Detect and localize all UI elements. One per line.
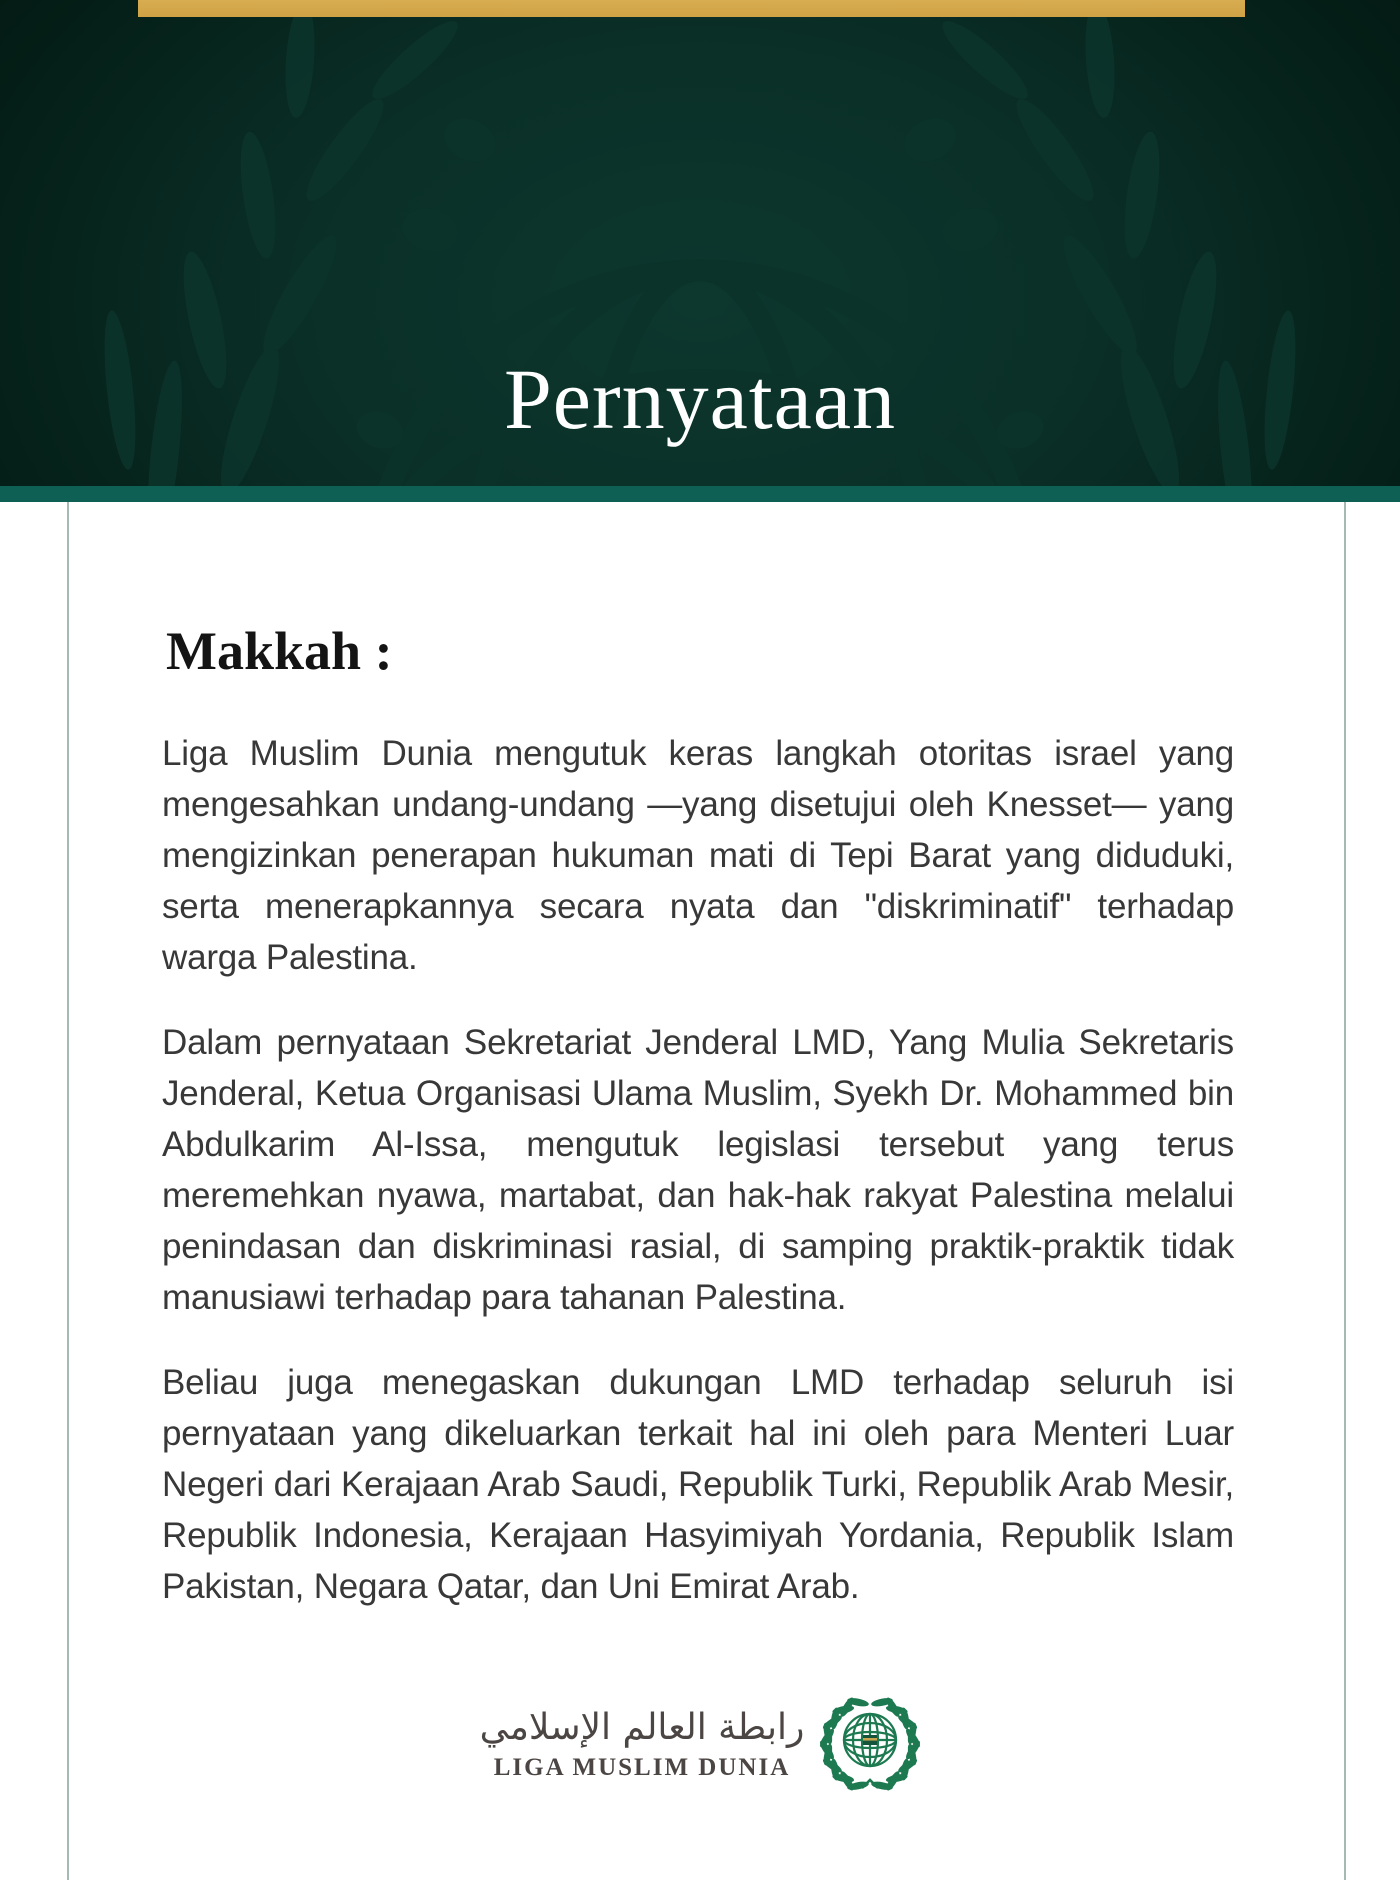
- statement-text: [162, 728, 1234, 1646]
- logo-wordmark: LIGA MUSLIM DUNIA: [493, 1753, 791, 1781]
- statement-paragraph: Liga Muslim Dunia mengutuk keras langkah otoritas israel yang mengesahkan undang-undang —yang disetujui oleh Knesset— yang mengizinkan penerapan hukuman mati di Tepi Barat yang diduduki, serta menerapkannya secara nyata dan "diskriminatif" terhadap warga Palestina.: [162, 734, 1234, 977]
- right-border-line: [1344, 502, 1346, 1880]
- kaaba-mark: [863, 1735, 877, 1745]
- statement-paragraph: Beliau juga menegaskan dukungan LMD terhadap seluruh isi pernyataan yang dikeluarkan terkait hal ini oleh para Menteri Luar Negeri dari Kerajaan Arab Saudi, Republik Turki, Republik Arab Mesir, Republik Indonesia, Kerajaan Hasyimiyah Yordania, Republik Islam Pakistan, Negara Qatar, dan Uni Emirat Arab.: [162, 1363, 1234, 1606]
- location-heading: Makkah :: [166, 621, 393, 681]
- page-title: Pernyataan: [503, 351, 897, 447]
- logo-arabic-calligraphy: رابطة العالم الإسلامي: [479, 1706, 805, 1748]
- gold-accent-bar: [138, 0, 1245, 17]
- mwl-emblem-icon: [820, 1692, 920, 1794]
- left-border-line: [67, 502, 69, 1880]
- teal-divider-band: [0, 486, 1400, 502]
- statement-paragraph: Dalam pernyataan Sekretariat Jenderal LMD, Yang Mulia Sekretaris Jenderal, Ketua Organisasi Ulama Muslim, Syekh Dr. Mohammed bin Abdulkarim Al-Issa, mengutuk legislasi tersebut yang terus meremehkan nyawa, martabat, dan hak-hak rakyat Palestina melalui penindasan dan diskriminasi rasial, di samping praktik-praktik tidak manusiawi terhadap para tahanan Palestina.: [162, 1023, 1234, 1317]
- header-banner: [0, 0, 1400, 486]
- logo-text-block: [480, 1705, 805, 1782]
- organization-logo: [0, 1688, 1400, 1798]
